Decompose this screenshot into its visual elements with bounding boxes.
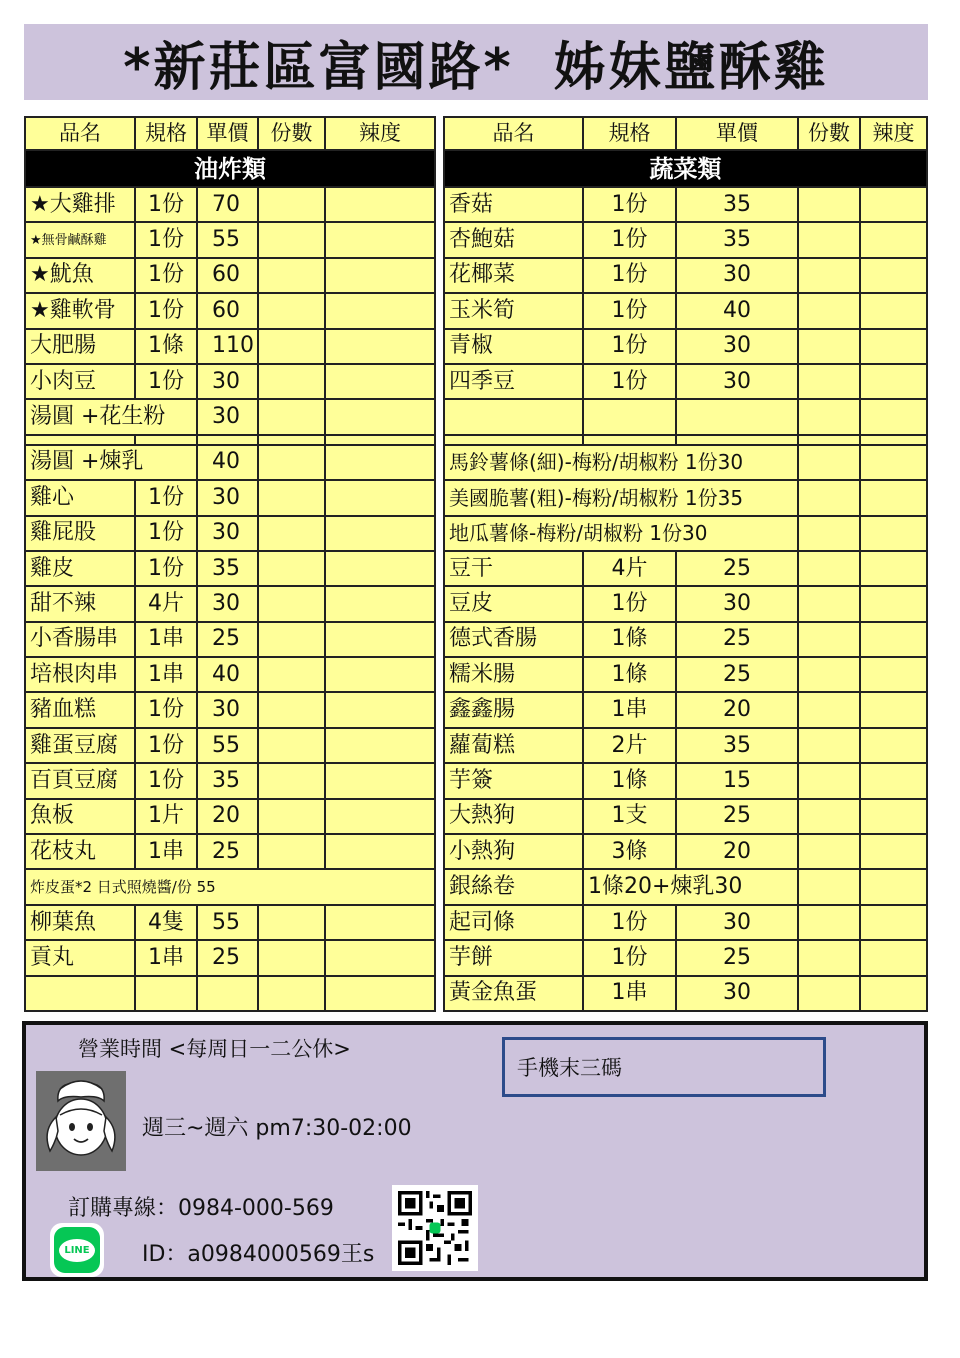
item-spec: 1條 bbox=[583, 763, 676, 798]
item-spec: 1支 bbox=[583, 799, 676, 834]
qty-cell[interactable] bbox=[798, 516, 860, 551]
table-row bbox=[444, 516, 927, 551]
item-price: 110 bbox=[197, 329, 258, 364]
item-spec: 1份 bbox=[583, 222, 676, 257]
item-name: 大熱狗 bbox=[444, 799, 583, 834]
item-price: 40 bbox=[676, 293, 798, 328]
qty-cell[interactable] bbox=[798, 976, 860, 1011]
item-spec: 1份 bbox=[135, 692, 197, 727]
phone-last-digits-field[interactable] bbox=[502, 1037, 826, 1097]
table-row bbox=[444, 445, 927, 480]
item-spec: 1份 bbox=[135, 222, 197, 257]
table-row bbox=[444, 187, 927, 222]
table-row bbox=[444, 329, 927, 364]
item-name: 銀絲卷 bbox=[444, 869, 583, 904]
item-price: 30 bbox=[676, 976, 798, 1011]
qty-cell[interactable] bbox=[798, 869, 860, 904]
table-row bbox=[25, 586, 435, 621]
chef-girl-illustration bbox=[36, 1071, 126, 1171]
item-name: ★無骨鹹酥雞 bbox=[25, 222, 135, 257]
item-spec: 1份 bbox=[135, 763, 197, 798]
table-row bbox=[25, 940, 435, 975]
spice-cell[interactable] bbox=[860, 905, 927, 940]
item-name: 柳葉魚 bbox=[25, 905, 135, 940]
spice-cell[interactable] bbox=[860, 763, 927, 798]
spice-cell[interactable] bbox=[860, 622, 927, 657]
spice-cell[interactable] bbox=[860, 258, 927, 293]
qty-cell[interactable] bbox=[798, 905, 860, 940]
table-row bbox=[25, 329, 435, 364]
item-name: 豆皮 bbox=[444, 586, 583, 621]
spice-cell[interactable] bbox=[860, 692, 927, 727]
table-row bbox=[25, 445, 435, 480]
table-row-empty bbox=[444, 399, 927, 434]
qty-cell[interactable] bbox=[258, 516, 325, 551]
item-price: 35 bbox=[197, 763, 258, 798]
line-logo-text: LINE bbox=[59, 1239, 94, 1262]
spice-cell[interactable] bbox=[860, 187, 927, 222]
table-row bbox=[444, 799, 927, 834]
title-location: *新莊區富國路* bbox=[123, 37, 514, 98]
item-price: 30 bbox=[676, 364, 798, 399]
header-spice: 辣度 bbox=[325, 117, 435, 150]
qty-cell[interactable] bbox=[258, 293, 325, 328]
item-price: 25 bbox=[197, 622, 258, 657]
item-spec: 1串 bbox=[135, 657, 197, 692]
item-price: 30 bbox=[197, 399, 258, 434]
item-name: 炸皮蛋*2 日式照燒醬/份 55 bbox=[25, 869, 435, 904]
qty-cell[interactable] bbox=[798, 551, 860, 586]
item-spec: 1份 bbox=[583, 586, 676, 621]
item-name: 大肥腸 bbox=[25, 329, 135, 364]
table-row bbox=[25, 834, 435, 869]
table-row bbox=[25, 657, 435, 692]
spice-cell[interactable] bbox=[325, 692, 435, 727]
table-row bbox=[25, 869, 435, 904]
spice-cell[interactable] bbox=[325, 905, 435, 940]
spice-cell[interactable] bbox=[860, 516, 927, 551]
spice-cell[interactable] bbox=[325, 364, 435, 399]
item-price: 25 bbox=[676, 940, 798, 975]
business-hours-title: 營業時間 <每周日一二公休> bbox=[78, 1037, 351, 1061]
qty-cell[interactable] bbox=[258, 551, 325, 586]
item-name: 湯圓 +花生粉 bbox=[25, 399, 197, 434]
spice-cell[interactable] bbox=[860, 399, 927, 434]
item-name: 貢丸 bbox=[25, 940, 135, 975]
menu-title bbox=[24, 24, 928, 100]
item-spec: 1份 bbox=[583, 329, 676, 364]
qty-cell[interactable] bbox=[258, 622, 325, 657]
table-row bbox=[25, 480, 435, 515]
item-name: 豆干 bbox=[444, 551, 583, 586]
item-name: ★大雞排 bbox=[25, 187, 135, 222]
qty-cell[interactable] bbox=[258, 728, 325, 763]
item-price: 30 bbox=[676, 586, 798, 621]
item-name: 雞皮 bbox=[25, 551, 135, 586]
item-name: 雞屁股 bbox=[25, 516, 135, 551]
item-name: 馬鈴薯條(細)-梅粉/胡椒粉 1份30 bbox=[444, 445, 798, 480]
qty-cell[interactable] bbox=[798, 799, 860, 834]
qty-cell[interactable] bbox=[798, 329, 860, 364]
item-name: 四季豆 bbox=[444, 364, 583, 399]
spacer-row bbox=[444, 435, 927, 445]
spice-cell[interactable] bbox=[325, 258, 435, 293]
phone-last-digits-label: 手機末三碼 bbox=[517, 1056, 622, 1080]
spice-cell[interactable] bbox=[325, 222, 435, 257]
table-row bbox=[25, 399, 435, 434]
item-spec: 1條 bbox=[583, 657, 676, 692]
spice-cell[interactable] bbox=[860, 480, 927, 515]
item-spec: 1份 bbox=[583, 364, 676, 399]
item-name: 鑫鑫腸 bbox=[444, 692, 583, 727]
item-price: 20 bbox=[676, 692, 798, 727]
item-spec: 1條 bbox=[583, 622, 676, 657]
qty-cell[interactable] bbox=[258, 445, 325, 480]
item-price: 55 bbox=[197, 222, 258, 257]
table-row bbox=[444, 586, 927, 621]
spice-cell[interactable] bbox=[325, 329, 435, 364]
vegetable-items-table bbox=[443, 116, 928, 1012]
item-price: 25 bbox=[197, 940, 258, 975]
line-id: ID：a0984000569王s bbox=[142, 1242, 375, 1267]
header-qty: 份數 bbox=[258, 117, 325, 150]
qty-cell[interactable] bbox=[258, 940, 325, 975]
table-row bbox=[444, 222, 927, 257]
header-price: 單價 bbox=[676, 117, 798, 150]
item-spec: 1份 bbox=[135, 258, 197, 293]
spice-cell[interactable] bbox=[325, 551, 435, 586]
header-price: 單價 bbox=[197, 117, 258, 150]
header-spec: 規格 bbox=[583, 117, 676, 150]
qty-cell[interactable] bbox=[258, 187, 325, 222]
spice-cell[interactable] bbox=[325, 799, 435, 834]
item-name: 小香腸串 bbox=[25, 622, 135, 657]
table-row bbox=[25, 258, 435, 293]
item-name: ★雞軟骨 bbox=[25, 293, 135, 328]
qty-cell[interactable] bbox=[798, 258, 860, 293]
qty-cell[interactable] bbox=[258, 905, 325, 940]
spice-cell[interactable] bbox=[860, 222, 927, 257]
qty-cell[interactable] bbox=[798, 445, 860, 480]
spice-cell[interactable] bbox=[325, 293, 435, 328]
table-row bbox=[444, 905, 927, 940]
header-qty: 份數 bbox=[798, 117, 860, 150]
table-row bbox=[444, 728, 927, 763]
item-price: 25 bbox=[676, 799, 798, 834]
qty-cell[interactable] bbox=[258, 586, 325, 621]
header-name: 品名 bbox=[25, 117, 135, 150]
qty-cell[interactable] bbox=[798, 692, 860, 727]
item-name: 百頁豆腐 bbox=[25, 763, 135, 798]
item-name: 香菇 bbox=[444, 187, 583, 222]
qty-cell[interactable] bbox=[258, 222, 325, 257]
qty-cell[interactable] bbox=[258, 364, 325, 399]
spice-cell[interactable] bbox=[860, 364, 927, 399]
item-spec: 1份 bbox=[583, 940, 676, 975]
qty-cell[interactable] bbox=[798, 728, 860, 763]
line-qr-code bbox=[392, 1185, 478, 1271]
qty-cell[interactable] bbox=[258, 657, 325, 692]
item-name: 杏鮑菇 bbox=[444, 222, 583, 257]
table-row bbox=[444, 834, 927, 869]
qty-cell[interactable] bbox=[258, 763, 325, 798]
item-spec: 1串 bbox=[135, 940, 197, 975]
item-price: 35 bbox=[676, 728, 798, 763]
table-row-empty bbox=[25, 976, 435, 1011]
table-row bbox=[25, 905, 435, 940]
item-price: 55 bbox=[197, 905, 258, 940]
spice-cell[interactable] bbox=[325, 834, 435, 869]
item-spec: 1份 bbox=[583, 187, 676, 222]
qty-cell[interactable] bbox=[258, 834, 325, 869]
item-spec: 1份 bbox=[135, 551, 197, 586]
spice-cell[interactable] bbox=[860, 834, 927, 869]
order-hotline: 訂購專線：0984-000-569 bbox=[68, 1196, 334, 1221]
item-spec: 4片 bbox=[583, 551, 676, 586]
header-spec: 規格 bbox=[135, 117, 197, 150]
section-title-fried: 油炸類 bbox=[25, 150, 435, 187]
spice-cell[interactable] bbox=[325, 399, 435, 434]
table-row bbox=[25, 692, 435, 727]
item-price: 30 bbox=[197, 480, 258, 515]
table-row bbox=[25, 763, 435, 798]
item-name: ★魷魚 bbox=[25, 258, 135, 293]
table-row bbox=[444, 657, 927, 692]
item-price: 55 bbox=[197, 728, 258, 763]
item-price: 15 bbox=[676, 763, 798, 798]
table-row bbox=[25, 622, 435, 657]
spice-cell[interactable] bbox=[325, 763, 435, 798]
qty-cell[interactable] bbox=[798, 622, 860, 657]
item-price: 20 bbox=[197, 799, 258, 834]
item-name: 甜不辣 bbox=[25, 586, 135, 621]
item-spec: 1份 bbox=[135, 364, 197, 399]
item-spec: 1條 bbox=[135, 329, 197, 364]
item-spec: 1串 bbox=[135, 622, 197, 657]
spice-cell[interactable] bbox=[860, 799, 927, 834]
footer-info-panel bbox=[22, 1021, 928, 1281]
header-name: 品名 bbox=[444, 117, 583, 150]
table-row bbox=[444, 869, 927, 904]
item-price: 40 bbox=[197, 657, 258, 692]
table-row bbox=[25, 364, 435, 399]
qty-cell[interactable] bbox=[798, 480, 860, 515]
qty-cell[interactable] bbox=[798, 657, 860, 692]
table-row bbox=[25, 293, 435, 328]
line-app-icon bbox=[50, 1223, 104, 1277]
spice-cell[interactable] bbox=[325, 480, 435, 515]
table-row bbox=[444, 480, 927, 515]
qty-cell[interactable] bbox=[258, 258, 325, 293]
item-price: 60 bbox=[197, 293, 258, 328]
item-name: 德式香腸 bbox=[444, 622, 583, 657]
item-name: 地瓜薯條-梅粉/胡椒粉 1份30 bbox=[444, 516, 798, 551]
item-price: 20 bbox=[676, 834, 798, 869]
qty-cell[interactable] bbox=[798, 293, 860, 328]
item-name: 起司條 bbox=[444, 905, 583, 940]
item-price: 30 bbox=[197, 516, 258, 551]
spacer-row bbox=[25, 435, 435, 445]
qty-cell[interactable] bbox=[258, 480, 325, 515]
item-spec: 3條 bbox=[583, 834, 676, 869]
item-spec: 1份 bbox=[583, 258, 676, 293]
item-price: 35 bbox=[676, 187, 798, 222]
table-row bbox=[25, 551, 435, 586]
item-name: 蘿蔔糕 bbox=[444, 728, 583, 763]
qty-cell[interactable] bbox=[258, 692, 325, 727]
item-price: 30 bbox=[197, 364, 258, 399]
spice-cell[interactable] bbox=[860, 728, 927, 763]
item-name: 美國脆薯(粗)-梅粉/胡椒粉 1份35 bbox=[444, 480, 798, 515]
table-row bbox=[25, 728, 435, 763]
business-hours: 週三~週六 pm7:30-02:00 bbox=[142, 1116, 412, 1141]
item-price: 30 bbox=[197, 586, 258, 621]
item-spec: 1串 bbox=[583, 976, 676, 1011]
item-spec: 1份 bbox=[135, 516, 197, 551]
item-spec: 1串 bbox=[583, 692, 676, 727]
spice-cell[interactable] bbox=[860, 293, 927, 328]
item-spec: 1串 bbox=[135, 834, 197, 869]
qty-cell[interactable] bbox=[798, 586, 860, 621]
item-name: 花枝丸 bbox=[25, 834, 135, 869]
item-name: 雞蛋豆腐 bbox=[25, 728, 135, 763]
item-spec-price: 1條20+煉乳30 bbox=[583, 869, 798, 904]
spice-cell[interactable] bbox=[860, 551, 927, 586]
qty-cell[interactable] bbox=[798, 834, 860, 869]
spice-cell[interactable] bbox=[325, 516, 435, 551]
item-name: 芋簽 bbox=[444, 763, 583, 798]
qty-cell[interactable] bbox=[798, 763, 860, 798]
table-row bbox=[444, 940, 927, 975]
table-row bbox=[25, 187, 435, 222]
item-price: 35 bbox=[197, 551, 258, 586]
item-name: 糯米腸 bbox=[444, 657, 583, 692]
item-spec: 1份 bbox=[135, 480, 197, 515]
item-price: 60 bbox=[197, 258, 258, 293]
header-spice: 辣度 bbox=[860, 117, 927, 150]
item-name: 雞心 bbox=[25, 480, 135, 515]
item-spec: 1份 bbox=[583, 905, 676, 940]
item-name: 湯圓 +煉乳 bbox=[25, 445, 197, 480]
section-title-vegetable: 蔬菜類 bbox=[444, 150, 927, 187]
item-price: 30 bbox=[676, 258, 798, 293]
item-name: 玉米筍 bbox=[444, 293, 583, 328]
item-name: 青椒 bbox=[444, 329, 583, 364]
qty-cell[interactable] bbox=[798, 222, 860, 257]
item-price: 40 bbox=[197, 445, 258, 480]
item-price: 35 bbox=[676, 222, 798, 257]
qty-cell[interactable] bbox=[798, 940, 860, 975]
spice-cell[interactable] bbox=[325, 586, 435, 621]
qty-cell[interactable] bbox=[258, 976, 325, 1011]
item-price: 30 bbox=[676, 329, 798, 364]
spice-cell[interactable] bbox=[860, 586, 927, 621]
item-spec: 4隻 bbox=[135, 905, 197, 940]
item-spec: 2片 bbox=[583, 728, 676, 763]
table-row bbox=[444, 364, 927, 399]
spice-cell[interactable] bbox=[860, 657, 927, 692]
spice-cell[interactable] bbox=[860, 940, 927, 975]
fried-items-table bbox=[24, 116, 436, 1012]
qty-cell[interactable] bbox=[258, 329, 325, 364]
item-name: 小肉豆 bbox=[25, 364, 135, 399]
spice-cell[interactable] bbox=[860, 869, 927, 904]
item-name: 魚板 bbox=[25, 799, 135, 834]
item-price: 25 bbox=[676, 657, 798, 692]
item-name: 黃金魚蛋 bbox=[444, 976, 583, 1011]
spice-cell[interactable] bbox=[325, 728, 435, 763]
item-spec: 1份 bbox=[135, 187, 197, 222]
spice-cell[interactable] bbox=[325, 622, 435, 657]
qty-cell[interactable] bbox=[798, 399, 860, 434]
item-spec: 1份 bbox=[135, 728, 197, 763]
table-row bbox=[444, 763, 927, 798]
table-row bbox=[444, 258, 927, 293]
table-row bbox=[444, 622, 927, 657]
item-price: 25 bbox=[197, 834, 258, 869]
item-spec: 1片 bbox=[135, 799, 197, 834]
table-row bbox=[444, 692, 927, 727]
item-price: 30 bbox=[676, 905, 798, 940]
table-row bbox=[444, 293, 927, 328]
qty-cell[interactable] bbox=[258, 399, 325, 434]
item-spec: 4片 bbox=[135, 586, 197, 621]
table-row bbox=[444, 551, 927, 586]
table-row bbox=[25, 799, 435, 834]
spice-cell[interactable] bbox=[860, 976, 927, 1011]
qty-cell[interactable] bbox=[798, 187, 860, 222]
item-name: 小熱狗 bbox=[444, 834, 583, 869]
qty-cell[interactable] bbox=[798, 364, 860, 399]
item-name: 培根肉串 bbox=[25, 657, 135, 692]
table-header-row bbox=[25, 117, 435, 150]
item-price: 25 bbox=[676, 622, 798, 657]
table-row bbox=[25, 222, 435, 257]
table-header-row bbox=[444, 117, 927, 150]
spice-cell[interactable] bbox=[860, 329, 927, 364]
spice-cell[interactable] bbox=[325, 657, 435, 692]
spice-cell[interactable] bbox=[325, 187, 435, 222]
item-name: 花椰菜 bbox=[444, 258, 583, 293]
qty-cell[interactable] bbox=[258, 799, 325, 834]
title-shop-name: 姊妹鹽酥雞 bbox=[553, 37, 829, 98]
spice-cell[interactable] bbox=[860, 445, 927, 480]
item-spec: 1份 bbox=[135, 293, 197, 328]
table-row bbox=[25, 516, 435, 551]
spice-cell[interactable] bbox=[325, 445, 435, 480]
item-spec: 1份 bbox=[583, 293, 676, 328]
item-price: 70 bbox=[197, 187, 258, 222]
item-price: 25 bbox=[676, 551, 798, 586]
table-row bbox=[444, 976, 927, 1011]
item-name: 芋餅 bbox=[444, 940, 583, 975]
spice-cell[interactable] bbox=[325, 940, 435, 975]
spice-cell[interactable] bbox=[325, 976, 435, 1011]
item-price: 30 bbox=[197, 692, 258, 727]
item-name: 豬血糕 bbox=[25, 692, 135, 727]
